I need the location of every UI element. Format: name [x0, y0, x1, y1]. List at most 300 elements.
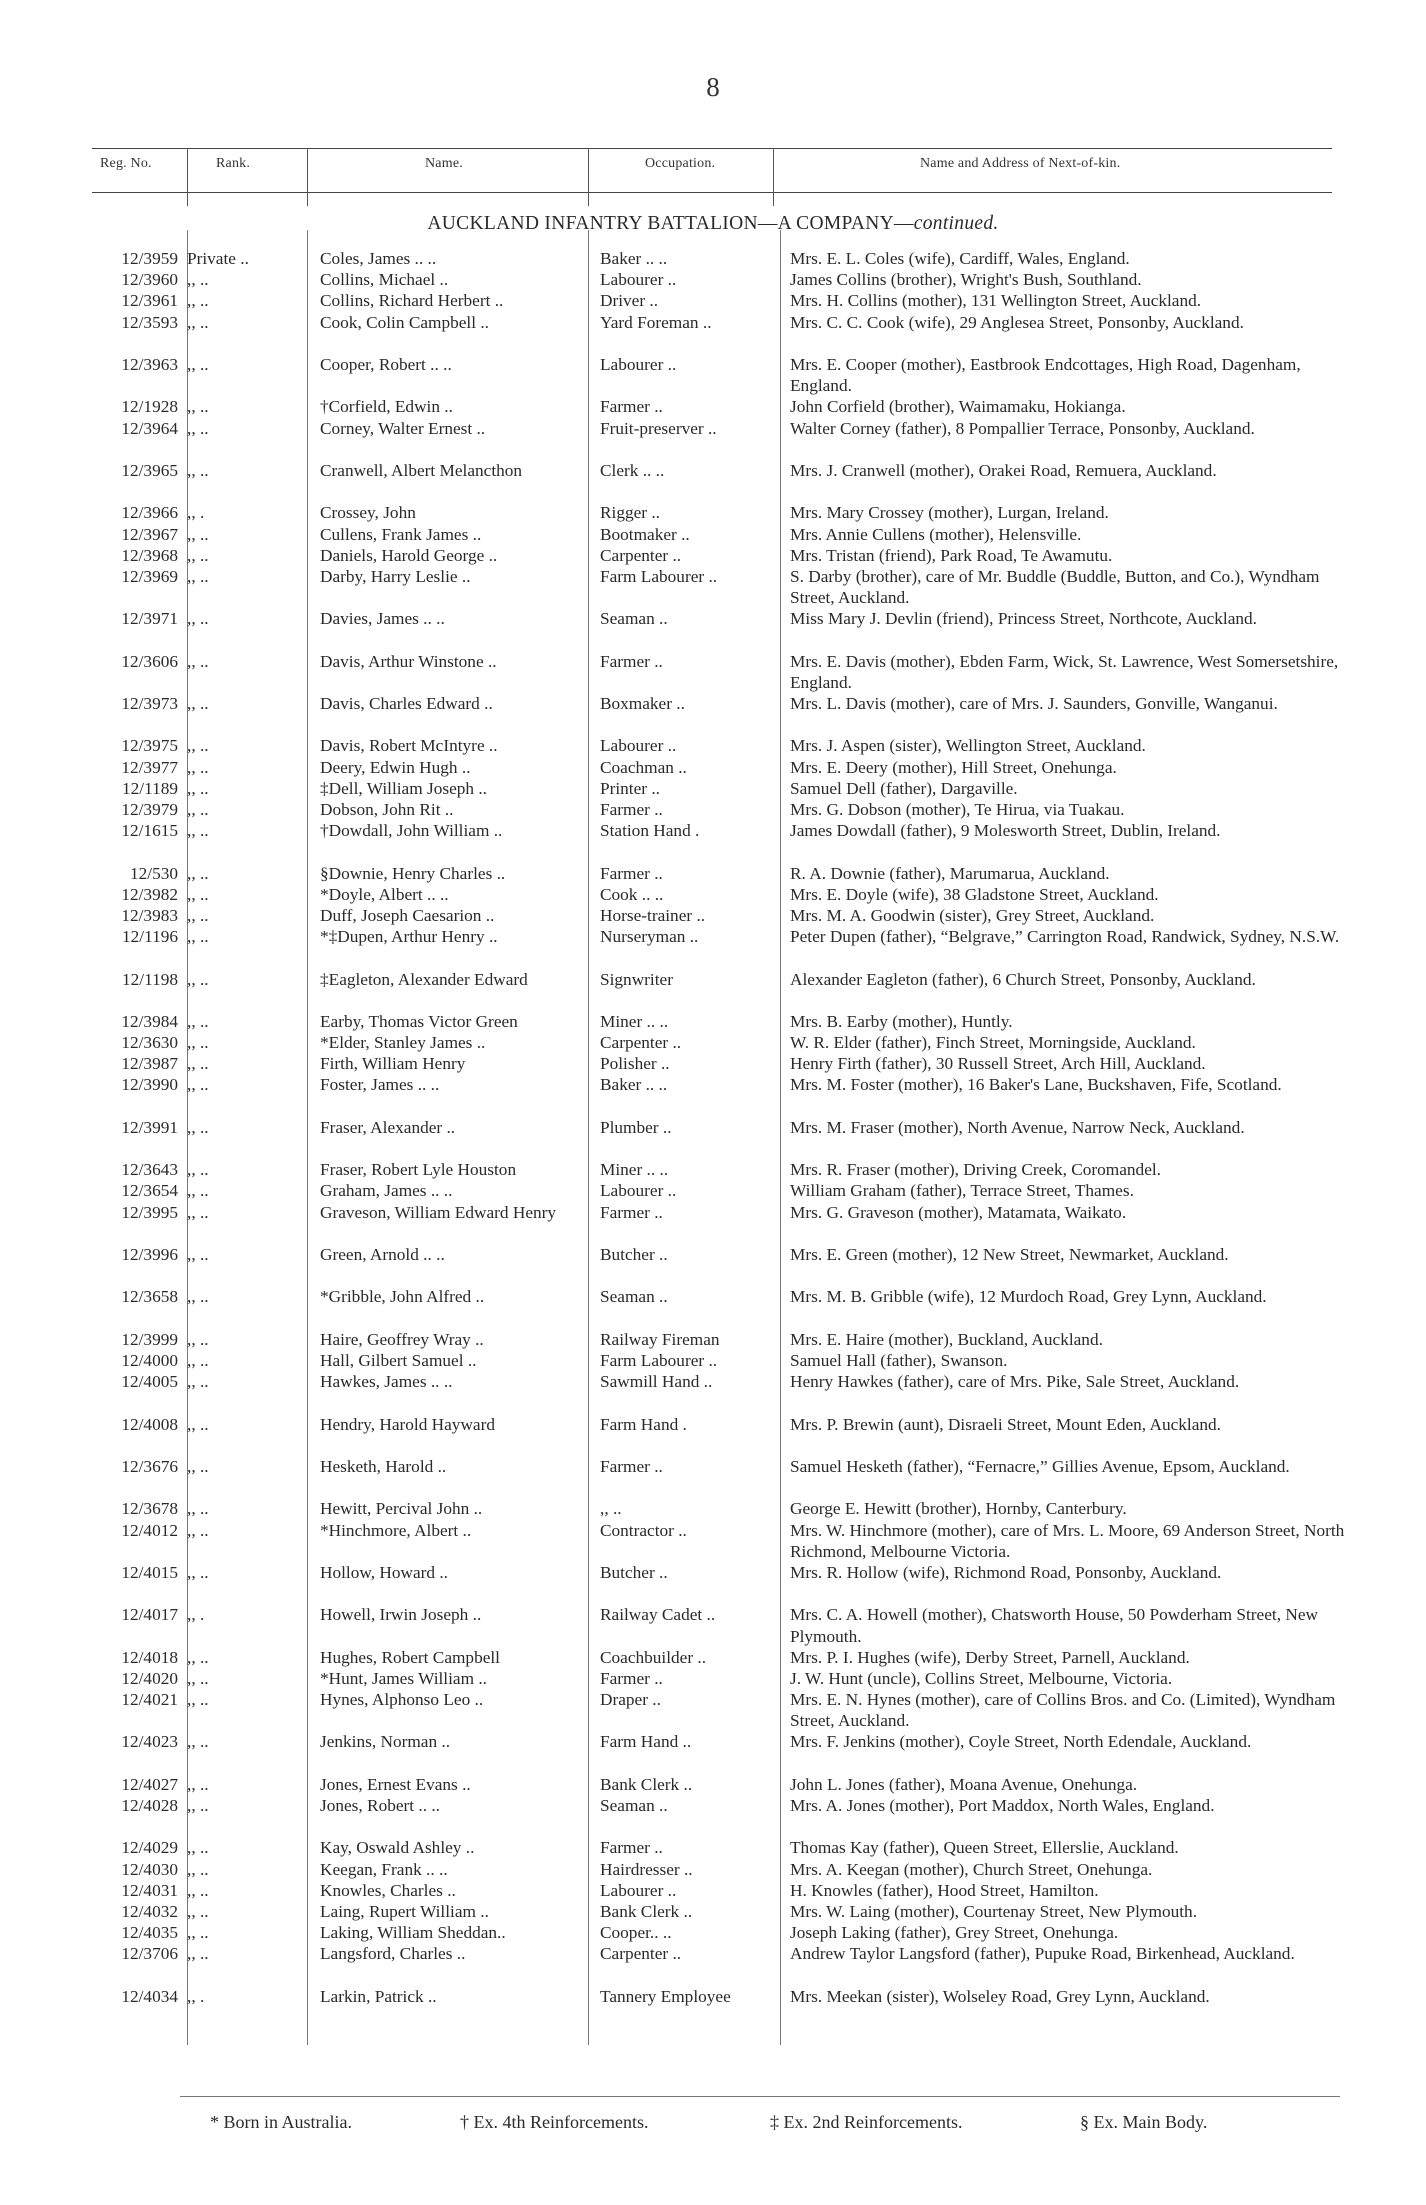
- rank: ,, ..: [187, 1902, 209, 1922]
- table-row: [0, 926, 1426, 968]
- reg-number: 12/3999: [121, 1329, 178, 1349]
- header-separator: [187, 148, 188, 206]
- table-row: [0, 1286, 1426, 1328]
- table-row: [0, 396, 1426, 417]
- table-row: [0, 1986, 1426, 2007]
- occupation: Farm Labourer ..: [600, 1351, 718, 1370]
- section-title: [0, 213, 1426, 235]
- rank: ,, ..: [187, 354, 209, 374]
- table-row: [0, 1922, 1426, 1943]
- next-of-kin: Mrs. M. Foster (mother), 16 Baker's Lane, Buckshaven, Fife, Scotland.: [790, 1075, 1282, 1095]
- soldier-name: Davies, James .. ..: [320, 609, 445, 629]
- soldier-name: Firth, William Henry: [320, 1054, 466, 1074]
- reg-number: 12/3975: [121, 736, 178, 756]
- soldier-name: Howell, Irwin Joseph ..: [320, 1605, 482, 1625]
- reg-number: 12/4034: [121, 1986, 178, 2006]
- next-of-kin: J. W. Hunt (uncle), Collins Street, Melbourne, Victoria.: [790, 1668, 1173, 1688]
- occupation: Draper ..: [600, 1690, 661, 1710]
- next-of-kin: John Corfield (brother), Waimamaku, Hokianga.: [790, 397, 1126, 417]
- rank: ,, ..: [187, 1011, 209, 1031]
- rank: ,, ..: [187, 291, 209, 311]
- next-of-kin: Andrew Taylor Langsford (father), Pupuke Road, Birkenhead, Auckland.: [790, 1944, 1295, 1964]
- occupation: Labourer ..: [600, 1181, 677, 1201]
- occupation: Rigger ..: [600, 503, 660, 523]
- soldier-name: Daniels, Harold George ..: [320, 545, 498, 565]
- soldier-name: Hesketh, Harold ..: [320, 1456, 447, 1476]
- table-row: [0, 1011, 1426, 1032]
- reg-number: 12/3964: [121, 418, 178, 438]
- rank: ,, .: [187, 1986, 205, 2006]
- roll-table: [0, 248, 1426, 2007]
- occupation: Horse-trainer ..: [600, 905, 706, 925]
- table-row: [0, 1117, 1426, 1159]
- soldier-name: Collins, Michael ..: [320, 270, 449, 290]
- reg-number: 12/3967: [121, 524, 178, 544]
- rank: ,, ..: [187, 524, 209, 544]
- page-number: 8: [706, 72, 720, 102]
- reg-number: 12/3658: [121, 1287, 178, 1307]
- next-of-kin: Miss Mary J. Devlin (friend), Princess Street, Northcote, Auckland.: [790, 609, 1257, 629]
- rank: ,, ..: [187, 1859, 209, 1879]
- table-row: [0, 312, 1426, 354]
- rank: ,, ..: [187, 1075, 209, 1095]
- soldier-name: Foster, James .. ..: [320, 1075, 440, 1095]
- occupation: Labourer ..: [600, 1880, 677, 1900]
- table-row: [0, 1647, 1426, 1668]
- rank: ,, ..: [187, 312, 209, 332]
- reg-number: 12/3606: [121, 651, 178, 671]
- rank: ,, ..: [187, 1838, 209, 1858]
- header-separator: [588, 148, 589, 206]
- soldier-name: *Hunt, James William ..: [320, 1668, 487, 1688]
- table-row: [0, 545, 1426, 566]
- reg-number: 12/1189: [121, 778, 178, 798]
- footnote-4th-reinforcements: † Ex. 4th Reinforcements.: [460, 2112, 649, 2132]
- occupation: Coachbuilder ..: [600, 1647, 707, 1667]
- occupation: Farm Labourer ..: [600, 566, 718, 586]
- rank: ,, ..: [187, 1774, 209, 1794]
- soldier-name: Langsford, Charles ..: [320, 1944, 466, 1964]
- soldier-name: Graveson, William Edward Henry: [320, 1202, 557, 1222]
- rank: ,, ..: [187, 1944, 209, 1964]
- soldier-name: Dobson, John Rit ..: [320, 800, 454, 819]
- table-row: [0, 418, 1426, 460]
- soldier-name: Haire, Geoffrey Wray ..: [320, 1329, 484, 1349]
- soldier-name: Fraser, Robert Lyle Houston: [320, 1160, 517, 1180]
- next-of-kin: Mrs. E. Deery (mother), Hill Street, Onehunga.: [790, 757, 1117, 777]
- soldier-name: †Dowdall, John William ..: [320, 821, 503, 841]
- next-of-kin: Peter Dupen (father), “Belgrave,” Carrington Road, Randwick, Sydney, N.S.W.: [790, 927, 1340, 947]
- reg-number: 12/4035: [121, 1923, 178, 1943]
- reg-number: 12/3961: [121, 291, 178, 311]
- reg-number: 12/3984: [121, 1011, 178, 1031]
- occupation: Printer ..: [600, 778, 660, 798]
- table-row: [0, 757, 1426, 778]
- next-of-kin: Mrs. J. Cranwell (mother), Orakei Road, Remuera, Auckland.: [790, 460, 1217, 480]
- occupation: Labourer ..: [600, 354, 677, 374]
- occupation: Sawmill Hand ..: [600, 1372, 713, 1392]
- table-row: [0, 799, 1426, 820]
- occupation: Bank Clerk ..: [600, 1774, 693, 1794]
- rank: ,, ..: [187, 1562, 209, 1582]
- rank: ,, ..: [187, 821, 209, 841]
- reg-number: 12/3971: [121, 609, 178, 629]
- reg-number: 12/4023: [121, 1732, 178, 1752]
- rank: ,, ..: [187, 1033, 209, 1053]
- rank: ,, ..: [187, 651, 209, 671]
- footnote-2nd-reinforcements: ‡ Ex. 2nd Reinforcements.: [770, 2112, 963, 2132]
- next-of-kin: Mrs. W. Hinchmore (mother), care of Mrs. L. Moore, 69 Anderson Street, North Richmond, Melbourne Victoria.: [790, 1520, 1345, 1561]
- soldier-name: Jones, Ernest Evans ..: [320, 1774, 471, 1794]
- occupation: Farmer ..: [600, 1456, 663, 1476]
- reg-number: 12/1198: [121, 969, 178, 989]
- occupation: Farm Hand .: [600, 1414, 687, 1434]
- next-of-kin: Mrs. M. Fraser (mother), North Avenue, Narrow Neck, Auckland.: [790, 1117, 1245, 1137]
- occupation: Clerk .. ..: [600, 460, 665, 480]
- rank: ,, ..: [187, 270, 209, 290]
- table-row: [0, 1562, 1426, 1604]
- next-of-kin: Mrs. M. B. Gribble (wife), 12 Murdoch Road, Grey Lynn, Auckland.: [790, 1287, 1267, 1307]
- soldier-name: †Corfield, Edwin ..: [320, 397, 453, 417]
- soldier-name: Laking, William Sheddan..: [320, 1923, 506, 1943]
- table-row: [0, 1795, 1426, 1837]
- next-of-kin: Samuel Hall (father), Swanson.: [790, 1351, 1008, 1370]
- table-row: [0, 248, 1426, 269]
- table-row: [0, 1053, 1426, 1074]
- occupation: Carpenter ..: [600, 1944, 682, 1964]
- soldier-name: Laing, Rupert William ..: [320, 1902, 489, 1922]
- next-of-kin: Joseph Laking (father), Grey Street, Onehunga.: [790, 1923, 1119, 1943]
- next-of-kin: Mrs. B. Earby (mother), Huntly.: [790, 1011, 1013, 1031]
- next-of-kin: Henry Firth (father), 30 Russell Street, Arch Hill, Auckland.: [790, 1054, 1206, 1074]
- soldier-name: Corney, Walter Ernest ..: [320, 418, 486, 438]
- next-of-kin: Mrs. E. Doyle (wife), 38 Gladstone Street, Auckland.: [790, 884, 1159, 904]
- rank: ,, ..: [187, 1329, 209, 1349]
- table-row: [0, 969, 1426, 1011]
- next-of-kin: Alexander Eagleton (father), 6 Church Street, Ponsonby, Auckland.: [790, 969, 1256, 989]
- soldier-name: Hughes, Robert Campbell: [320, 1647, 500, 1667]
- rank: ,, ..: [187, 1414, 209, 1434]
- reg-number: 12/3973: [121, 694, 178, 714]
- next-of-kin: Mrs. E. N. Hynes (mother), care of Collins Bros. and Co. (Limited), Wyndham Street, Auckland.: [790, 1690, 1336, 1731]
- next-of-kin: Mrs. P. I. Hughes (wife), Derby Street, Parnell, Auckland.: [790, 1647, 1190, 1667]
- occupation: Carpenter ..: [600, 1033, 682, 1053]
- header-separator: [307, 148, 308, 206]
- occupation: Signwriter: [600, 969, 673, 989]
- header-name: Name.: [425, 156, 463, 171]
- reg-number: 12/1615: [121, 821, 178, 841]
- soldier-name: Deery, Edwin Hugh ..: [320, 757, 471, 777]
- rank: ,, ..: [187, 969, 209, 989]
- rank: ,, .: [187, 1605, 205, 1625]
- next-of-kin: Mrs. E. Green (mother), 12 New Street, Newmarket, Auckland.: [790, 1245, 1229, 1265]
- header-separator: [773, 148, 774, 206]
- soldier-name: ‡Dell, William Joseph ..: [320, 778, 487, 798]
- reg-number: 12/3983: [121, 905, 178, 925]
- soldier-name: Hall, Gilbert Samuel ..: [320, 1351, 477, 1370]
- reg-number: 12/3968: [121, 545, 178, 565]
- next-of-kin: Mrs. R. Hollow (wife), Richmond Road, Ponsonby, Auckland.: [790, 1562, 1222, 1582]
- occupation: Farmer ..: [600, 1838, 663, 1858]
- table-row: [0, 651, 1426, 693]
- reg-number: 12/4018: [121, 1647, 178, 1667]
- reg-number: 12/1196: [121, 927, 178, 947]
- rank: ,, ..: [187, 1520, 209, 1540]
- reg-number: 12/3959: [121, 249, 178, 268]
- soldier-name: *Hinchmore, Albert ..: [320, 1520, 472, 1540]
- footnote-born-australia: * Born in Australia.: [210, 2112, 352, 2132]
- next-of-kin: Mrs. E. Cooper (mother), Eastbrook Endcottages, High Road, Dagenham, England.: [790, 354, 1301, 396]
- table-row: [0, 1668, 1426, 1689]
- soldier-name: Davis, Arthur Winstone ..: [320, 651, 497, 671]
- rank: ,, ..: [187, 1732, 209, 1752]
- occupation: Coachman ..: [600, 757, 687, 777]
- table-row: [0, 1074, 1426, 1116]
- occupation: Baker .. ..: [600, 249, 668, 268]
- rank: ,, ..: [187, 1690, 209, 1710]
- next-of-kin: Mrs. J. Aspen (sister), Wellington Street, Auckland.: [790, 736, 1146, 756]
- soldier-name: Cooper, Robert .. ..: [320, 354, 452, 374]
- reg-number: 12/3965: [121, 460, 178, 480]
- soldier-name: Duff, Joseph Caesarion ..: [320, 905, 495, 925]
- soldier-name: Hollow, Howard ..: [320, 1562, 448, 1582]
- occupation: Farmer ..: [600, 397, 663, 417]
- occupation: Farmer ..: [600, 651, 663, 671]
- soldier-name: Cranwell, Albert Melancthon: [320, 460, 523, 480]
- next-of-kin: James Collins (brother), Wright's Bush, Southland.: [790, 270, 1142, 290]
- soldier-name: Hawkes, James .. ..: [320, 1372, 453, 1392]
- occupation: Farm Hand ..: [600, 1732, 692, 1752]
- header-reg-no: Reg. No.: [100, 156, 152, 171]
- rank: ,, ..: [187, 1880, 209, 1900]
- next-of-kin: S. Darby (brother), care of Mr. Buddle (Buddle, Button, and Co.), Wyndham Street, Auckland.: [790, 566, 1320, 608]
- rank: ,, ..: [187, 609, 209, 629]
- soldier-name: §Downie, Henry Charles ..: [320, 863, 506, 883]
- next-of-kin: Thomas Kay (father), Queen Street, Ellerslie, Auckland.: [790, 1838, 1179, 1858]
- reg-number: 12/4000: [121, 1351, 178, 1370]
- occupation: Labourer ..: [600, 270, 677, 290]
- occupation: Seaman ..: [600, 1796, 668, 1816]
- reg-number: 12/4021: [121, 1690, 178, 1710]
- table-row: [0, 1350, 1426, 1371]
- soldier-name: Collins, Richard Herbert ..: [320, 291, 504, 311]
- header-next-of-kin: Name and Address of Next-of-kin.: [920, 156, 1121, 171]
- soldier-name: Coles, James .. ..: [320, 249, 437, 268]
- next-of-kin: James Dowdall (father), 9 Molesworth Street, Dublin, Ireland.: [790, 821, 1221, 841]
- next-of-kin: Mrs. G. Dobson (mother), Te Hirua, via Tuakau.: [790, 800, 1125, 819]
- reg-number: 12/3654: [121, 1181, 178, 1201]
- next-of-kin: Mrs. Meekan (sister), Wolseley Road, Grey Lynn, Auckland.: [790, 1986, 1210, 2006]
- rank: ,, ..: [187, 757, 209, 777]
- soldier-name: Jenkins, Norman ..: [320, 1732, 451, 1752]
- table-row: [0, 1180, 1426, 1201]
- reg-number: 12/4005: [121, 1372, 178, 1392]
- table-row: [0, 1520, 1426, 1562]
- rank: ,, ..: [187, 545, 209, 565]
- occupation: Station Hand .: [600, 821, 700, 841]
- rank: ,, ..: [187, 1923, 209, 1943]
- occupation: Miner .. ..: [600, 1160, 669, 1180]
- table-row: [0, 1837, 1426, 1858]
- soldier-name: Hewitt, Percival John ..: [320, 1499, 483, 1519]
- occupation: Boxmaker ..: [600, 694, 685, 714]
- soldier-name: *Elder, Stanley James ..: [320, 1033, 486, 1053]
- table-row: [0, 524, 1426, 545]
- table-row: [0, 1774, 1426, 1795]
- section-title-suffix: continued.: [913, 213, 999, 234]
- rank: ,, ..: [187, 1245, 209, 1265]
- rank: ,, ..: [187, 460, 209, 480]
- soldier-name: Hynes, Alphonso Leo ..: [320, 1690, 484, 1710]
- header-rank: Rank.: [216, 156, 251, 171]
- next-of-kin: Mrs. A. Jones (mother), Port Maddox, North Wales, England.: [790, 1796, 1215, 1816]
- soldier-name: Knowles, Charles ..: [320, 1880, 456, 1900]
- reg-number: 12/3593: [121, 312, 178, 332]
- occupation: Fruit-preserver ..: [600, 418, 717, 438]
- soldier-name: Darby, Harry Leslie ..: [320, 566, 471, 586]
- table-row: [0, 778, 1426, 799]
- next-of-kin: Samuel Hesketh (father), “Fernacre,” Gillies Avenue, Epsom, Auckland.: [790, 1456, 1290, 1476]
- occupation: Railway Cadet ..: [600, 1605, 716, 1625]
- occupation: Railway Fireman: [600, 1329, 720, 1349]
- soldier-name: Graham, James .. ..: [320, 1181, 453, 1201]
- soldier-name: Jones, Robert .. ..: [320, 1796, 440, 1816]
- rank: ,, ..: [187, 863, 209, 883]
- table-row: [0, 1943, 1426, 1985]
- table-row: [0, 1901, 1426, 1922]
- rank: Private ..: [187, 249, 249, 268]
- reg-number: 12/3982: [121, 884, 178, 904]
- rank: ,, ..: [187, 694, 209, 714]
- table-row: [0, 693, 1426, 735]
- table-row: [0, 1202, 1426, 1244]
- reg-number: 12/4017: [121, 1605, 178, 1625]
- occupation: Polisher ..: [600, 1054, 670, 1074]
- reg-number: 12/3987: [121, 1054, 178, 1074]
- reg-number: 12/4032: [121, 1902, 178, 1922]
- next-of-kin: Mrs. Mary Crossey (mother), Lurgan, Ireland.: [790, 503, 1109, 523]
- soldier-name: Green, Arnold .. ..: [320, 1245, 445, 1265]
- table-row: [0, 1604, 1426, 1646]
- soldier-name: Davis, Charles Edward ..: [320, 694, 493, 714]
- reg-number: 12/530: [129, 863, 178, 883]
- table-row: [0, 1731, 1426, 1773]
- rank: ,, ..: [187, 1456, 209, 1476]
- next-of-kin: W. R. Elder (father), Finch Street, Morningside, Auckland.: [790, 1033, 1196, 1053]
- soldier-name: *Gribble, John Alfred ..: [320, 1287, 485, 1307]
- reg-number: 12/1928: [121, 397, 178, 417]
- rank: ,, ..: [187, 800, 209, 819]
- next-of-kin: Mrs. M. A. Goodwin (sister), Grey Street, Auckland.: [790, 905, 1155, 925]
- table-row: [0, 1371, 1426, 1413]
- table-row: [0, 820, 1426, 862]
- table-row: [0, 354, 1426, 396]
- next-of-kin: Mrs. E. Haire (mother), Buckland, Auckland.: [790, 1329, 1103, 1349]
- rank: ,, ..: [187, 1668, 209, 1688]
- soldier-name: Larkin, Patrick ..: [320, 1986, 437, 2006]
- soldier-name: Davis, Robert McIntyre ..: [320, 736, 498, 756]
- table-row: [0, 460, 1426, 502]
- next-of-kin: Mrs. F. Jenkins (mother), Coyle Street, North Edendale, Auckland.: [790, 1732, 1252, 1752]
- next-of-kin: R. A. Downie (father), Marumarua, Auckland.: [790, 863, 1110, 883]
- rank: ,, ..: [187, 1160, 209, 1180]
- next-of-kin: Mrs. R. Fraser (mother), Driving Creek, Coromandel.: [790, 1160, 1161, 1180]
- soldier-name: Cullens, Frank James ..: [320, 524, 482, 544]
- table-row: [0, 1032, 1426, 1053]
- table-row: [0, 1456, 1426, 1498]
- table-row: [0, 1689, 1426, 1731]
- table-row: [0, 566, 1426, 608]
- rank: ,, ..: [187, 1117, 209, 1137]
- footnote-rule: [180, 2096, 1340, 2097]
- occupation: Driver ..: [600, 291, 659, 311]
- next-of-kin: Walter Corney (father), 8 Pompallier Terrace, Ponsonby, Auckland.: [790, 418, 1255, 438]
- footnote-main-body: § Ex. Main Body.: [1080, 2112, 1208, 2132]
- rank: ,, ..: [187, 1351, 209, 1370]
- soldier-name: Crossey, John: [320, 503, 416, 523]
- occupation: Cooper.. ..: [600, 1923, 672, 1943]
- reg-number: 12/4020: [121, 1668, 178, 1688]
- reg-number: 12/3979: [121, 800, 178, 819]
- reg-number: 12/4029: [121, 1838, 178, 1858]
- table-row: [0, 269, 1426, 290]
- reg-number: 12/3995: [121, 1202, 178, 1222]
- rank: ,, ..: [187, 927, 209, 947]
- table-row: [0, 1880, 1426, 1901]
- header-bottom-rule: [92, 192, 1332, 193]
- occupation: Seaman ..: [600, 1287, 668, 1307]
- next-of-kin: Mrs. P. Brewin (aunt), Disraeli Street, Mount Eden, Auckland.: [790, 1414, 1222, 1434]
- next-of-kin: Henry Hawkes (father), care of Mrs. Pike, Sale Street, Auckland.: [790, 1372, 1240, 1392]
- rank: ,, ..: [187, 1202, 209, 1222]
- occupation: Farmer ..: [600, 800, 663, 819]
- soldier-name: Earby, Thomas Victor Green: [320, 1011, 518, 1031]
- rank: ,, ..: [187, 905, 209, 925]
- reg-number: 12/4012: [121, 1520, 178, 1540]
- table-row: [0, 290, 1426, 311]
- next-of-kin: George E. Hewitt (brother), Hornby, Canterbury.: [790, 1499, 1127, 1519]
- rank: ,, ..: [187, 1796, 209, 1816]
- occupation: Butcher ..: [600, 1562, 668, 1582]
- soldier-name: Cook, Colin Campbell ..: [320, 312, 489, 332]
- soldier-name: Fraser, Alexander ..: [320, 1117, 456, 1137]
- soldier-name: Kay, Oswald Ashley ..: [320, 1838, 475, 1858]
- next-of-kin: Mrs. E. Davis (mother), Ebden Farm, Wick, St. Lawrence, West Somersetshire, England.: [790, 651, 1339, 692]
- rank: ,, ..: [187, 884, 209, 904]
- table-row: [0, 1414, 1426, 1456]
- occupation: Butcher ..: [600, 1245, 668, 1265]
- next-of-kin: Mrs. E. L. Coles (wife), Cardiff, Wales, England.: [790, 249, 1130, 268]
- rank: ,, ..: [187, 1647, 209, 1667]
- occupation: Bootmaker ..: [600, 524, 690, 544]
- header-top-rule: [92, 148, 1332, 149]
- occupation: Cook .. ..: [600, 884, 664, 904]
- next-of-kin: John L. Jones (father), Moana Avenue, Onehunga.: [790, 1774, 1138, 1794]
- next-of-kin: Mrs. L. Davis (mother), care of Mrs. J. Saunders, Gonville, Wanganui.: [790, 694, 1278, 714]
- next-of-kin: Mrs. C. C. Cook (wife), 29 Anglesea Street, Ponsonby, Auckland.: [790, 312, 1244, 332]
- soldier-name: Keegan, Frank .. ..: [320, 1859, 448, 1879]
- table-row: [0, 502, 1426, 523]
- next-of-kin: Mrs. C. A. Howell (mother), Chatsworth House, 50 Powderham Street, New Plymouth.: [790, 1605, 1318, 1646]
- reg-number: 12/4015: [121, 1562, 178, 1582]
- occupation: Farmer ..: [600, 863, 663, 883]
- next-of-kin: H. Knowles (father), Hood Street, Hamilton.: [790, 1880, 1099, 1900]
- reg-number: 12/3706: [121, 1944, 178, 1964]
- rank: ,, ..: [187, 736, 209, 756]
- reg-number: 12/4028: [121, 1796, 178, 1816]
- rank: ,, ..: [187, 1181, 209, 1201]
- next-of-kin: Mrs. Annie Cullens (mother), Helensville.: [790, 524, 1082, 544]
